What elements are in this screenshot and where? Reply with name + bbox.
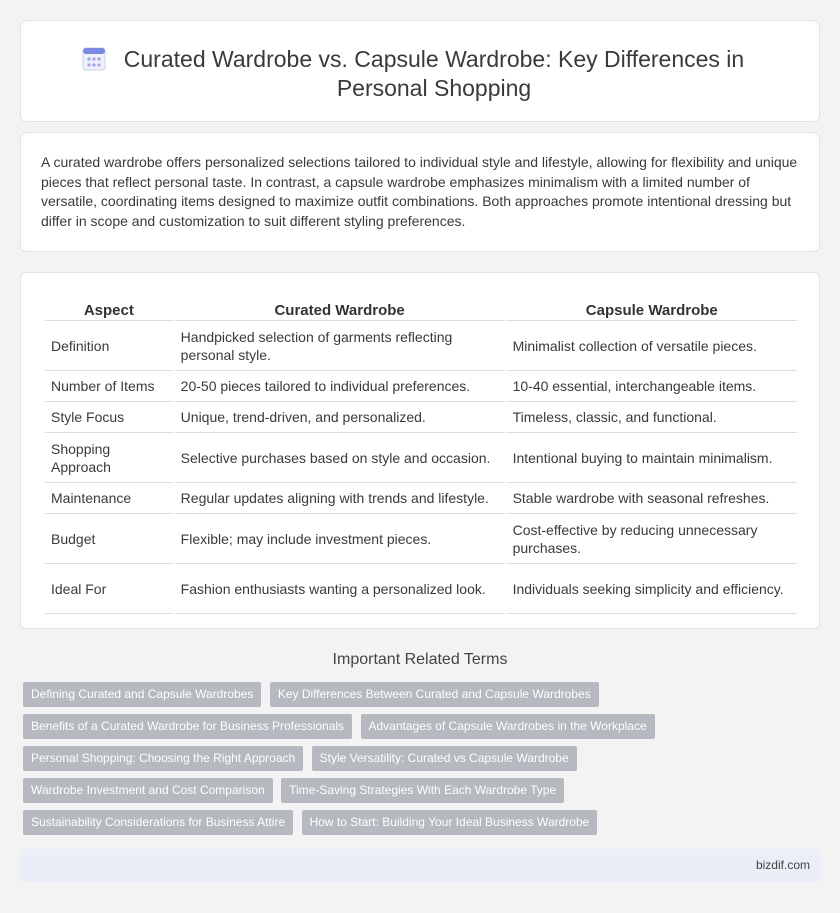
row-curated: Fashion enthusiasts wanting a personalized look. — [175, 564, 505, 614]
row-aspect: Shopping Approach — [45, 433, 173, 483]
table-row — [45, 564, 797, 614]
table-row — [45, 402, 797, 433]
tag-row — [23, 682, 823, 714]
table-row — [45, 433, 797, 483]
comparison-table — [43, 295, 799, 614]
related-tag[interactable]: Style Versatility: Curated vs Capsule Wardrobe — [312, 746, 577, 771]
related-tag[interactable]: Advantages of Capsule Wardrobes in the Workplace — [361, 714, 655, 739]
row-capsule: Timeless, classic, and functional. — [507, 402, 797, 433]
related-tag[interactable]: How to Start: Building Your Ideal Business Wardrobe — [302, 810, 598, 835]
related-tag[interactable]: Defining Curated and Capsule Wardrobes — [23, 682, 261, 707]
row-capsule: Cost-effective by reducing unnecessary purchases. — [507, 514, 797, 564]
tag-row — [23, 714, 823, 746]
header-aspect: Aspect — [45, 295, 173, 321]
row-capsule: Minimalist collection of versatile pieces. — [507, 321, 797, 371]
row-aspect: Definition — [45, 321, 173, 371]
row-aspect: Style Focus — [45, 402, 173, 433]
tag-row — [23, 810, 823, 842]
table-row — [45, 371, 797, 402]
row-aspect: Maintenance — [45, 483, 173, 514]
related-terms-tags — [23, 682, 823, 842]
row-curated: Regular updates aligning with trends and lifestyle. — [175, 483, 505, 514]
row-capsule: Individuals seeking simplicity and efficiency. — [507, 564, 797, 614]
row-curated: Flexible; may include investment pieces. — [175, 514, 505, 564]
comparison-table-card — [20, 272, 820, 629]
footer-site-link[interactable]: bizdif.com — [755, 858, 810, 872]
related-tag[interactable]: Time-Saving Strategies With Each Wardrobe Type — [281, 778, 564, 803]
related-terms-title: Important Related Terms — [332, 651, 508, 668]
table-row — [45, 483, 797, 514]
row-capsule: Stable wardrobe with seasonal refreshes. — [507, 483, 797, 514]
row-curated: Unique, trend-driven, and personalized. — [175, 402, 505, 433]
table-row — [45, 514, 797, 564]
row-aspect: Ideal For — [45, 564, 173, 614]
header-capsule: Capsule Wardrobe — [507, 295, 797, 321]
row-aspect: Budget — [45, 514, 173, 564]
table-header-row — [45, 295, 797, 321]
intro-paragraph: A curated wardrobe offers personalized selections tailored to individual style and lifestyle, allowing for flexibility and unique pieces that reflect personal taste. In contrast, a capsule wardrobe emphasizes minimalism with a limited number of versatile, coordinating items designed to maximize outfit combinations. Both approaches promote intentional dressing but differ in scope and customization to suit different styling preferences. — [41, 154, 798, 229]
row-aspect: Number of Items — [45, 371, 173, 402]
related-tag[interactable]: Key Differences Between Curated and Capsule Wardrobes — [270, 682, 599, 707]
page-title: Curated Wardrobe vs. Capsule Wardrobe: Key Differences in Personal Shopping — [123, 46, 745, 101]
related-tag[interactable]: Personal Shopping: Choosing the Right Approach — [23, 746, 303, 771]
row-curated: 20-50 pieces tailored to individual preferences. — [175, 371, 505, 402]
row-curated: Selective purchases based on style and occasion. — [175, 433, 505, 483]
related-tag[interactable]: Wardrobe Investment and Cost Comparison — [23, 778, 273, 803]
header-curated: Curated Wardrobe — [175, 295, 505, 321]
related-tag[interactable]: Sustainability Considerations for Business Attire — [23, 810, 293, 835]
title-card — [20, 20, 820, 122]
table-row — [45, 321, 797, 371]
tag-row — [23, 746, 823, 778]
related-tag[interactable]: Benefits of a Curated Wardrobe for Business Professionals — [23, 714, 352, 739]
footer — [20, 849, 820, 882]
row-curated: Handpicked selection of garments reflecting personal style. — [175, 321, 505, 371]
intro-card — [20, 132, 820, 252]
row-capsule: Intentional buying to maintain minimalism. — [507, 433, 797, 483]
tag-row — [23, 778, 823, 810]
row-capsule: 10-40 essential, interchangeable items. — [507, 371, 797, 402]
